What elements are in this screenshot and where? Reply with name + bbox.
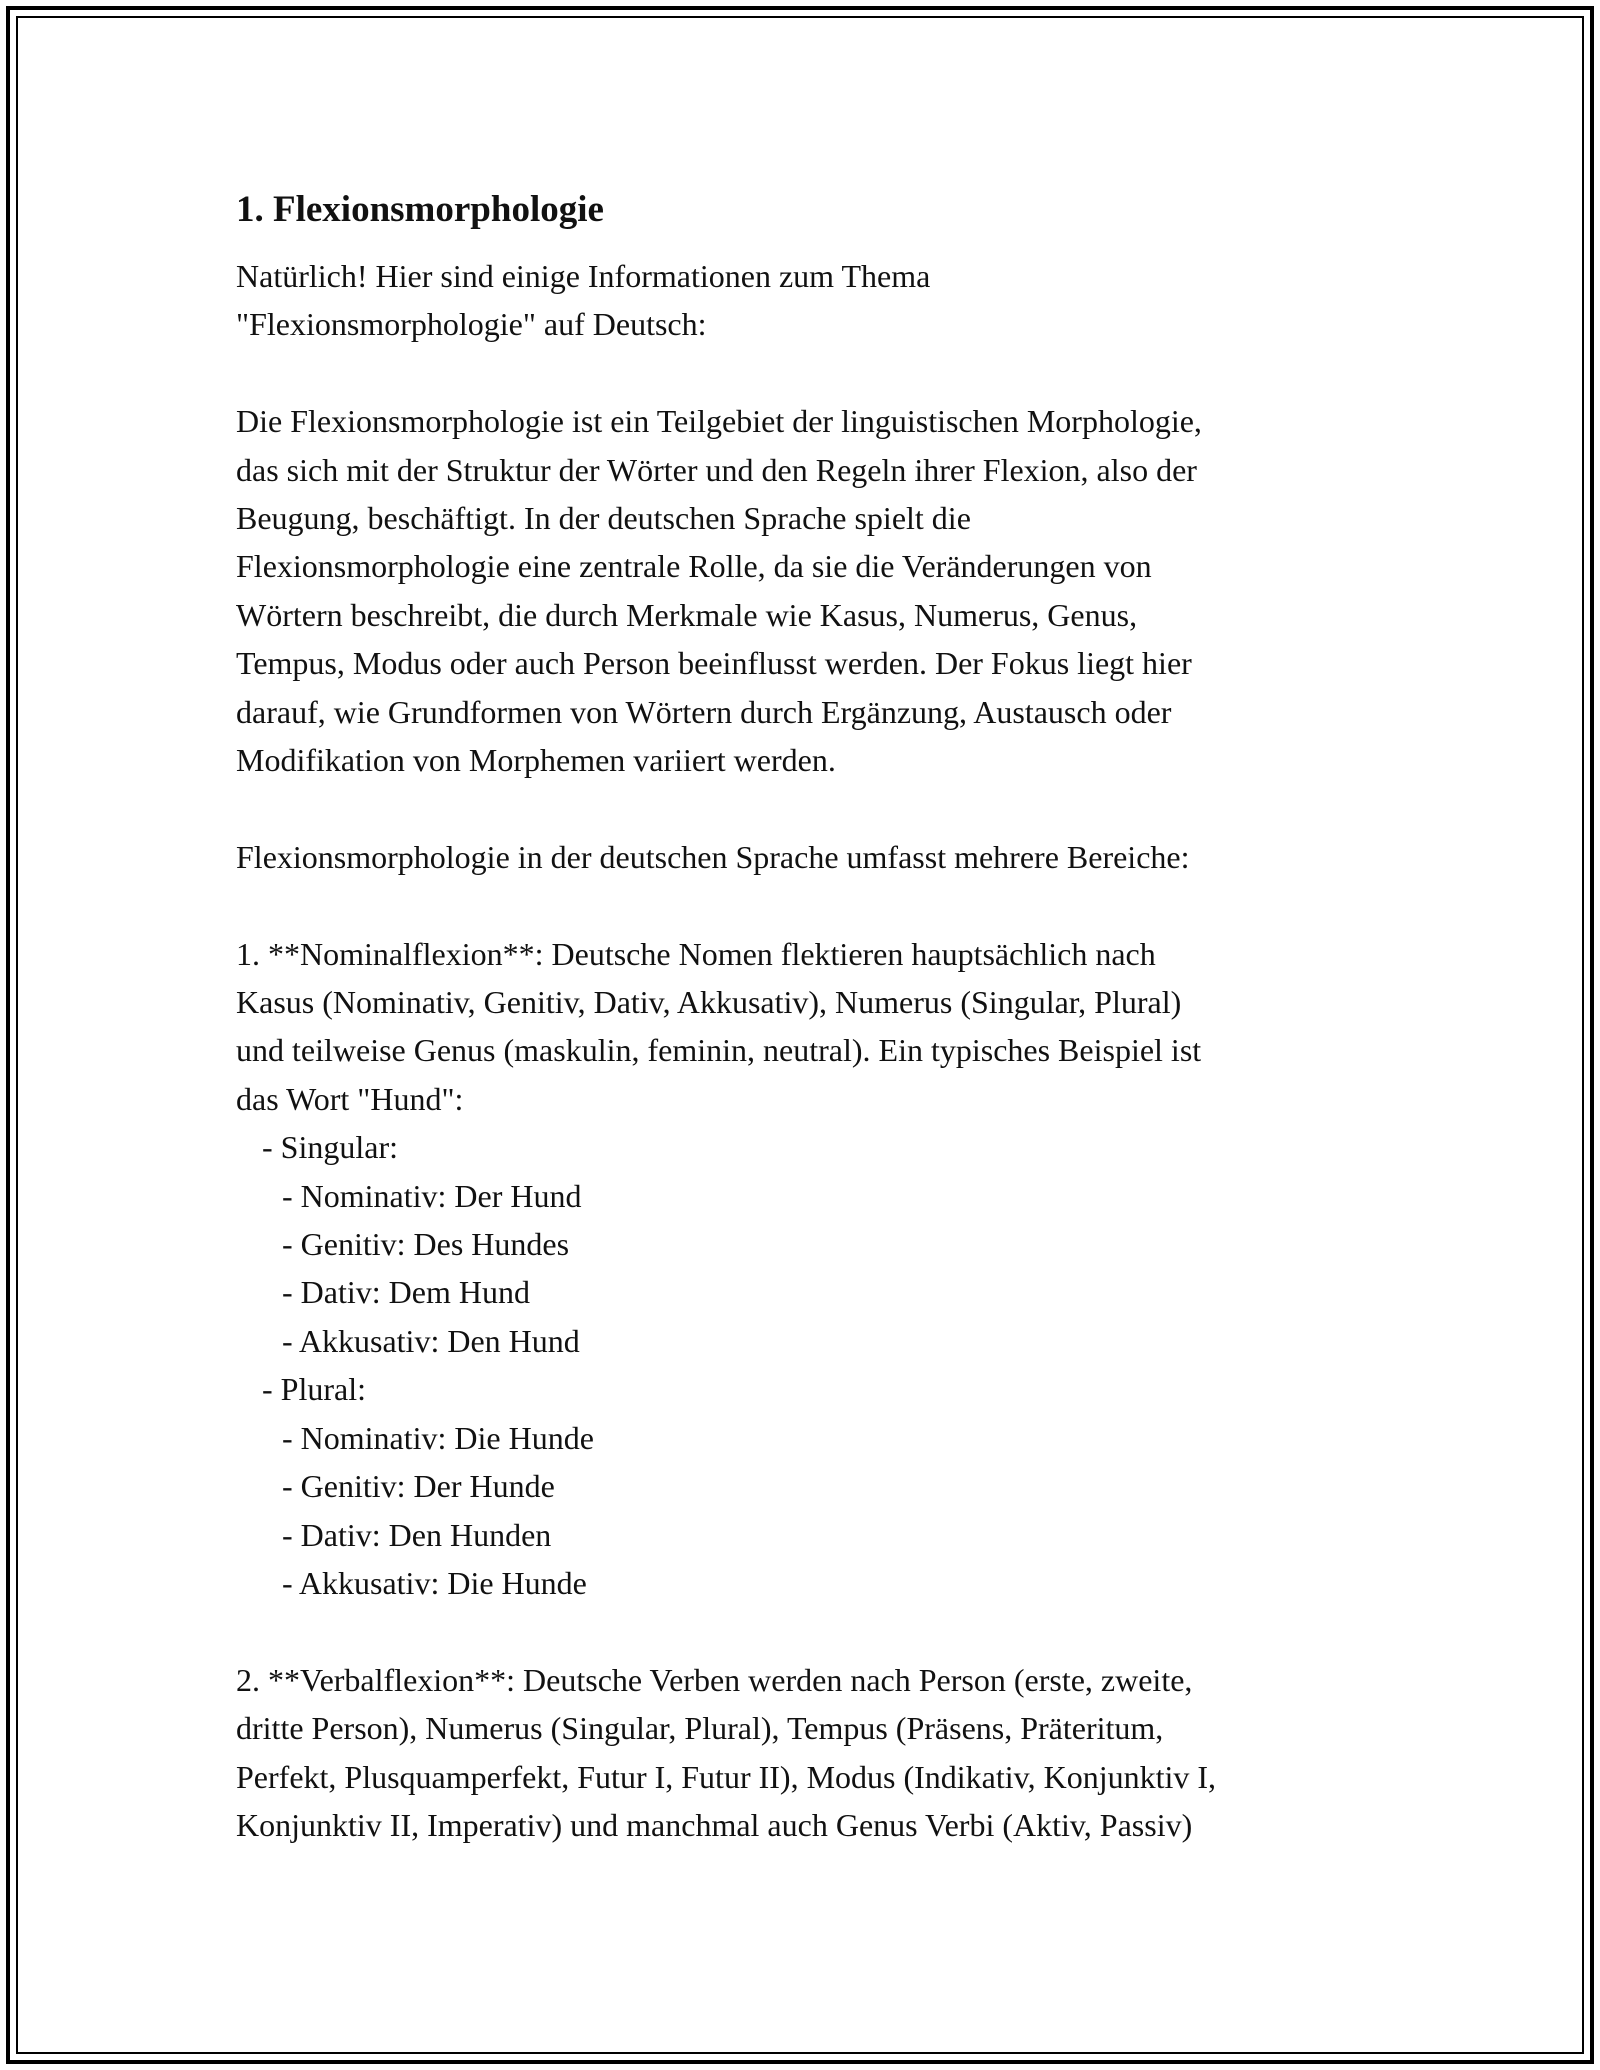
- plural-case-line: - Nominativ: Die Hunde: [282, 1419, 594, 1456]
- singular-case-line: - Nominativ: Der Hund: [282, 1177, 582, 1214]
- singular-case-line: - Dativ: Dem Hund: [282, 1274, 530, 1311]
- plural-label: - Plural:: [262, 1371, 366, 1408]
- document-body: [236, 186, 1376, 1849]
- paragraph-gap: [236, 881, 1376, 929]
- intro-paragraph: Natürlich! Hier sind einige Informationen zum Thema "Flexionsmorphologie" auf Deutsch:: [236, 258, 931, 343]
- paragraph-gap: [236, 1607, 1376, 1655]
- singular-label: - Singular:: [262, 1129, 398, 1166]
- plural-case-line: - Akkusativ: Die Hunde: [282, 1564, 587, 1601]
- plural-case-line: - Genitiv: Der Hunde: [282, 1468, 555, 1505]
- nominal-flexion-item: 1. **Nominalflexion**: Deutsche Nomen flektieren hauptsächlich nach Kasus (Nominativ, Genitiv, Dativ, Akkusativ), Numerus (Singular, Plural) und teilweise Genus (maskulin, feminin, neutral). Ein typisches Beispiel ist das Wort "Hund":: [236, 935, 1202, 1117]
- singular-case-line: - Akkusativ: Den Hund: [282, 1322, 580, 1359]
- paragraph-gap: [236, 349, 1376, 397]
- paragraph-gap: [236, 784, 1376, 832]
- singular-case-line: - Genitiv: Des Hundes: [282, 1226, 570, 1263]
- plural-case-line: - Dativ: Den Hunden: [282, 1516, 552, 1553]
- section-heading: 1. Flexionsmorphologie: [236, 189, 604, 230]
- verbal-flexion-item: 2. **Verbalflexion**: Deutsche Verben werden nach Person (erste, zweite, dritte Person), Numerus (Singular, Plural), Tempus (Präsens, Präteritum, Perfekt, Plusquamperfekt, Futur I, Futur II), Modus (Indikativ, Konjunktiv I, Konjunktiv II, Imperativ) und manchmal auch Genus Verbi (Aktiv, Passiv): [236, 1661, 1217, 1843]
- areas-paragraph: Flexionsmorphologie in der deutschen Sprache umfasst mehrere Bereiche:: [236, 838, 1190, 875]
- definition-paragraph: Die Flexionsmorphologie ist ein Teilgebiet der linguistischen Morphologie, das sich mit der Struktur der Wörter und den Regeln ihrer Flexion, also der Beugung, beschäftigt. In der deutschen Sprache spielt die Flexionsmorphologie eine zentrale Rolle, da sie die Veränderungen von Wörtern beschreibt, die durch Merkmale wie Kasus, Numerus, Genus, Tempus, Modus oder auch Person beeinflusst werden. Der Fokus liegt hier darauf, wie Grundformen von Wörtern durch Ergänzung, Austausch oder Modifikation von Morphemen variiert werden.: [236, 403, 1202, 779]
